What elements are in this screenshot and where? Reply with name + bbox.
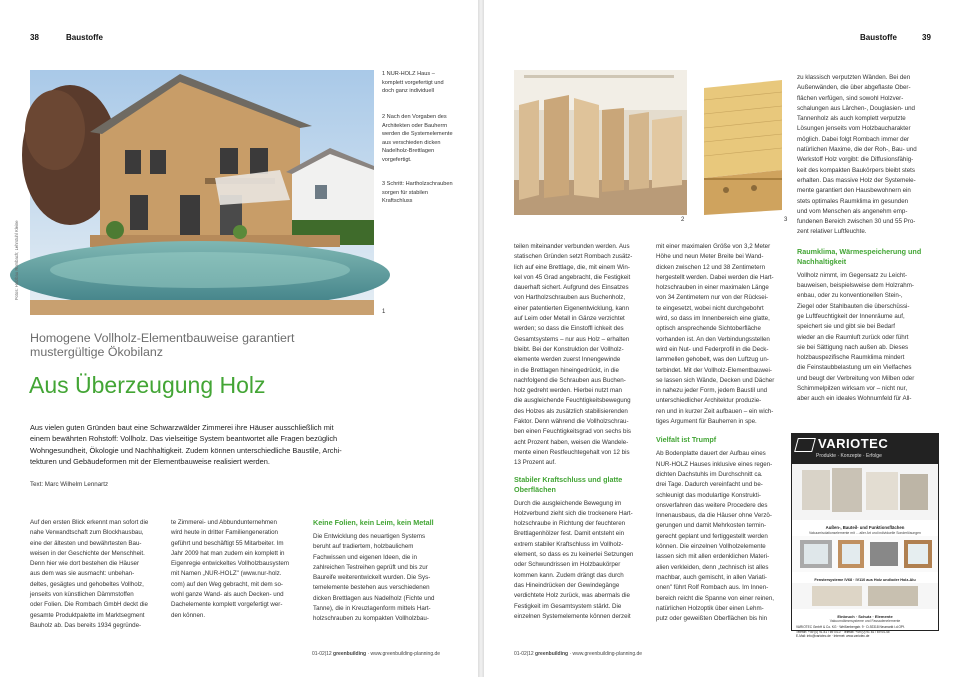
text-line: schleunigt das modulartige Konstrukti- [656,491,761,499]
text-line: drei Tage. Dadurch vereinfacht und be- [656,481,763,489]
text-line: Schimmelpilzen wirksam vor – nicht nur, [797,385,908,393]
text-line: NUR-HOLZ Hauses inklusive eines regen- [656,460,773,468]
text-line: kommen kann. Zudem drängt das durch [514,571,624,579]
text-line: Höhe und neun Meter Breite bei Wand- [656,253,764,261]
ad-brand: VARIOTEC [818,436,889,451]
text-line: kel von 45 Grad angebracht, die Festigkeit [514,273,631,281]
variotec-ad[interactable] [791,433,939,639]
right-column-2 [656,242,794,624]
ad-elements-image [792,583,938,609]
text-line: Fachwissen und eigenen Ideen, die in [313,553,417,561]
text-line: Gesamtsystems – nur aus Holz – erhalten [514,335,630,343]
photo-number-3: 3 [784,217,788,223]
text-line: statischen Gründen setzt Rombach zusätz- [514,253,633,261]
article-title: Aus Überzeugung Holz [29,372,266,398]
footer-right [514,651,642,657]
text-line: speichert sie und gibt sie bei Bedarf [797,323,896,331]
footer-issue: 01-02|12 [514,651,534,657]
text-line: stets optimales Raumklima im gesunden [797,197,909,205]
text-line: einer patentierten Eigenentwicklung, kann [514,304,629,312]
text-line: beruht auf tradiertem, holzbaulichem [313,543,414,551]
text-line: extrem stabiler Kraftschluss im Vollholz- [514,540,624,548]
text-line: bauweisen, beispielsweise dem Holzrahm- [797,282,914,290]
text-line: können. Die einzelnen Vollholzelemente [656,543,766,551]
subheading: Keine Folien, kein Leim, kein Metall [313,518,434,527]
footer-issue: 01-02|12 [312,651,332,657]
text-line: onen" führt Rolf Rombach aus. Im Innen- [656,584,769,592]
text-line: mente garantiert den Hausbewohnern ein [797,187,911,195]
text-line: lassen sich mit allen erdenklichen Materi- [656,553,770,561]
text-line: oder Folien. Die Rombach GmbH deckt die [30,601,148,609]
text-line: des Holzes als zusätzlich stabilisierenden [514,407,628,415]
text-line: in die Brettlagen hineingedrückt, in die [514,366,619,374]
text-line: dicken zwischen 12 und 38 Zentimetern [656,263,766,271]
ad-contact-web: E-Mail: info@variotec.de · Internet: www.variotec.de [796,634,870,639]
ad-panels-image [792,464,938,520]
text-line: bleibt. Bei der Konstruktion der Vollholz- [514,345,624,353]
ad-contact-phone: Telefon: +49 (0) 91 81 / 69 04-0 · Telefax: +49 (0) 91 81 / 69 04-45 [796,629,890,634]
ad-contact [792,624,938,640]
left-column-1 [30,518,165,631]
left-page [0,0,478,677]
text-line: holzschrauben in einer maximalen Länge [656,284,769,292]
wood-element-photo [696,70,790,215]
right-page [484,0,960,677]
text-line: schalungen aus Lärchen-, Douglasien- und [797,104,915,112]
text-line: terbindet. Mit der Vollholz-Elementbauwei- [656,366,772,374]
footer-brand: greenbuilding [535,651,569,657]
text-line: aber auch ein ideales Wohnumfeld für All- [797,395,912,403]
intro-paragraph [30,422,342,468]
ad-contact-address: VARIOTEC GmbH & Co. KG · Weißenbergstr. 9 · D-92318 Neumarkt i.d.OPf. [796,625,905,629]
footer-url: · www.greenbuilding-planning.de [568,651,643,657]
right-column-3 [797,73,937,405]
subheading: Vielfalt ist Trumpf [656,435,717,445]
caption-3: 3 Schritt: Hartholzschrauben sorgen für stabilen Kraftschluss [382,181,453,205]
text-line: von Hartholzschrauben aus Buchenholz, [514,294,626,302]
text-line: Baureife weiterentwickelt wurden. Die Sys- [313,574,431,582]
text-line: elemente werden zuerst Innengewinde [514,356,621,364]
text-line: Werkstoff Holz vorgibt: die Diffusionsfähig- [797,156,914,164]
text-line: ben einen Feuchtigkeitsgrad von sechs bis [514,428,631,436]
text-line: te eingesetzt, wobei nicht durchgebohrt [656,304,764,312]
text-line: ge Luftfeuchtigkeit der Innenräume auf, [797,312,905,320]
text-line: Eigenregie entwickeltes Vollholzbausystem [171,560,289,568]
text-line: auf Leim oder Metall in Gänze verzichtet [514,315,625,323]
panels-photo [514,70,687,215]
ad-windows-image [792,536,938,572]
ad-label-3: Einbruch · Schutz · Elemente [837,614,893,619]
text-line: nahe Verwandtschaft zum Blockhausbau, [30,529,144,537]
text-line: Faktor. Denn während die Vollholzschrau- [514,418,629,426]
text-line: Innenausbaus, da die Häuser ohne Verzö- [656,512,772,520]
article-subtitle-line-2: mustergültige Ökobilanz [30,345,163,359]
subheading: Stabiler Kraftschluss und glatte Oberflächen [514,474,623,494]
caption-2: 2 Nach den Vorgaben des Architekten oder Bauherrn werden die Systemelemente aus verschieden dicken Nadelholz-Brettlagen vorgefertigt. [382,114,453,163]
text-line: Ab Bodenplatte dauert der Aufbau eines [656,450,766,458]
text-line: Brettlagenhölzer fest. Damit entsteht ein [514,530,625,538]
article-subtitle-line-1: Homogene Vollholz-Elementbauweise garantiert [30,331,295,345]
text-line: den können. [171,611,206,619]
text-line: Tannenholz als auch komplett verputzte [797,115,906,123]
text-line: wird, so dass im Innenbereich eine glatte, [656,315,770,323]
text-line: flächen verfügen, sind sowohl Holzver- [797,94,904,102]
text-line: enbau, oder zu konventionellen Stein-, [797,292,903,300]
text-line: temelemente bestehen aus verschiedenen [313,584,430,592]
text-line: sie bei Sättigung nach außen ab. Dieses [797,343,909,351]
ad-header [792,434,938,464]
text-line: jenseits von künstlichen Dämmstoffen [30,591,134,599]
text-line: Festigkeit im Gesamtsystem stärkt. Die [514,602,622,610]
text-line: wohl ganze Wand- als auch Decken- und [171,591,284,599]
text-line: weisen in der Geschichte der Menschheit. [30,549,145,557]
footer-url: · www.greenbuilding-planning.de [366,651,441,657]
text-line: in nahezu jeder Form, jedem Baustil und [656,387,768,395]
text-line: die Feinstaubbelastung um ein Vielfaches [797,364,912,372]
text-line: Außenwänden, die über abgeflaste Ober- [797,84,911,92]
text-line: onsverfahren das weitere Procedere des [656,501,768,509]
house-photo [30,70,374,315]
text-line: putz oder geweißten Oberflächen bis hin [656,615,768,623]
ad-tagline: Produkte · Konzepte · Erfolge [816,453,882,459]
text-line: holzschraube in Richtung der feuchteren [514,520,626,528]
text-line: lammellen gehobelt, was den Luftzug un- [656,356,769,364]
text-line: holzschrauben zu kompakten Vollholzbau- [313,615,429,623]
text-line: holzbauspezifische Raumklima mindert [797,354,905,362]
text-line: wird ein Nut- und Federprofil in die Deck- [656,345,769,353]
text-line: tiges Argument für Bauherren in spe. [656,418,757,426]
text-line: und vom Menschen als angenehm emp- [797,207,908,215]
text-line: te Zimmerei- und Abbundunternehmen [171,519,277,526]
text-line: Denn hier wie dort bestehen die Häuser [30,560,140,568]
text-line: Holzverbund zieht sich die trockenere Hart- [514,509,633,517]
text-line: eine der ältesten und bewährtesten Bau- [30,539,142,547]
page-number-left: 38 [30,33,39,42]
text-line: oder Schwundrissen im Holzbaukörper [514,561,621,569]
section-label-right: Baustoffe [860,33,897,42]
text-line: verdichtete Holz zurück, was abermals die [514,592,630,600]
text-line: acht Prozent haben, weisen die Wandele- [514,438,629,446]
text-line: Tanne), die in Kreuzlagenform mittels Hart- [313,605,431,613]
article-subtitle [30,331,295,359]
text-line: zu klassisch verputzten Wänden. Bei den [797,74,911,81]
text-line: die ausgleichende Feuchtigkeitsbewegung [514,397,631,405]
text-line: optisch ansprechende Sichtoberfläche [656,325,761,333]
caption-1: 1 NUR-HOLZ Haus – komplett vorgefertigt und doch ganz individuell [382,71,444,95]
text-line: dicken Brettlagen aus Nadelholz (Fichte und [313,594,435,602]
text-line: erhalten. Das massive Holz der Systemele- [797,176,916,184]
subheading: Raumklima, Wärmespeicherung und Nachhaltigkeit [797,246,922,266]
text-line: se lassen sich Wände, Decken und Dächer [656,376,775,384]
page-number-right: 39 [922,33,931,42]
text-line: wird heute in dritter Familiengeneration [171,529,278,537]
left-column-2 [171,518,306,621]
photo-number-1: 1 [382,309,386,315]
ad-label-2: Fenstersysteme IV68 · IV110 aus Holz und/oder Holz-Alu [814,578,916,582]
ad-label-3b: Vakuumdämmsysteme und Fassadenelemente [829,619,901,623]
text-line: machbar, auch gemischt, in allen Variati- [656,573,767,581]
text-line: einzelnen Systemelemente können derzeit [514,612,631,620]
text-line: Bauholz ab. Das bereits 1934 gegründe- [30,621,142,629]
ad-label-1b: Vakuumisolationselemente mit ... aller Art und individuelle Sonderlösungen [809,531,921,535]
text-line: Jahr 2009 hat man zudem ein komplett in [171,549,285,557]
ad-label-1: Außen-, Bauteil- und Funktionsflächen [825,525,905,530]
text-line: keit des kompakten Baukörpers bleibt stets [797,166,915,174]
left-column-3 [313,518,453,625]
intro-line: einem bewährten Rohstoff: Vollholz. Das vielseitige System beantwortet alle Fragen bezüglich [30,434,338,444]
footer-brand: greenbuilding [333,651,367,657]
text-line: von 34 Zentimetern nur von der Rücksei- [656,294,769,302]
footer-left [312,651,440,657]
text-line: element, so dass es zu keinerlei Setzungen [514,551,634,559]
text-line: möglich. Dabei folgt Rombach immer der [797,135,910,143]
text-line: com) auf den Weg gebracht, mit dem so- [171,580,283,588]
text-line: und beugt der Verbreitung von Milben oder [797,374,915,382]
text-line: lich auf eine Brettlage, die, mit einem Win- [514,263,630,271]
text-line: mente einen Restfeuchtegehalt von 12 bis [514,448,630,456]
text-line: geführt und beschäftigt 55 Mitarbeiter. Im [171,539,284,547]
author-line: Text: Marc Wilhelm Lennartz [30,481,109,488]
text-line: teilen miteinander verbunden werden. Aus [514,243,630,250]
text-line: aus dem was sie ausmacht: unbehan- [30,570,135,578]
text-line: vorhanden ist. An den Verbindungsstellen [656,335,770,343]
text-line: natürlichen Holzoptik über einen Lehm- [656,604,764,612]
text-line: mit einer maximalen Größe von 3,2 Meter [656,243,771,250]
text-line: Lösungen jenseits vom Holzbaucharakter [797,125,911,133]
text-line: das Hineindrücken der Gewindegänge [514,581,620,589]
text-line: zent relativer Luftfeuchte. [797,228,867,236]
text-line: Durch die ausgleichende Bewegung im [514,499,622,507]
text-line: Die Entwicklung des neuartigen Systems [313,533,426,540]
intro-line: Wohngesundheit, Ökologie und Nachhaltigkeit. Zudem können unterschiedliche Baustile, Archi- [30,445,342,455]
variotec-logo-icon [794,438,816,452]
section-label-left: Baustoffe [66,33,103,42]
text-line: wieder an die Raumluft zurück oder führt [797,333,909,341]
photo-number-2: 2 [681,217,685,223]
intro-line: tekturen und Gebäudeformen mit der Elementbauweise realisiert werden. [30,457,270,467]
text-line: gerungen und damit Mehrkosten termin- [656,522,767,530]
intro-line: Aus vielen guten Gründen baut eine Schwarzwälder Zimmerei ihre Häuser ausschließlich mit [30,423,334,432]
text-line: gesamte Produktpalette im Marktsegment [30,611,145,619]
text-line: gerecht geplant und fertiggestellt werden [656,532,768,540]
text-line: fundenen Bereich zwischen 30 und 55 Pro- [797,218,916,226]
text-line: Dachelemente komplett vorgefertigt wer- [171,601,283,609]
text-line: hergestellt werden. Dabei werden die Hart- [656,273,774,281]
text-line: bereich reicht die Spanne von einer reinen, [656,594,774,602]
text-line: deltes, gesägtes und gehobeltes Vollholz, [30,580,144,588]
text-line: zahlreichen Testreihen geprüft und bis zur [313,563,428,571]
text-line: unterschiedlicher Architektur produzie- [656,397,762,405]
text-line: alien verkleiden, denn „technisch ist alles [656,563,769,571]
text-line: holz gedreht werden. Hierbei nutzt man [514,387,622,395]
text-line: Auf den ersten Blick erkennt man sofort die [30,519,149,526]
text-line: ren und in kurzer Zeit aufbauen – ein wich- [656,407,774,415]
text-line: natürlichen Maxime, die der Roh-, Bau- und [797,146,917,154]
text-line: mit Namen „NUR-HOLZ" (www.nur-holz. [171,570,282,578]
text-line: 13 Prozent auf. [514,459,556,467]
text-line: Ziegel oder Stahlbauten die überschüssi- [797,302,910,310]
text-line: nachfolgend die Schrauben aus Buchen- [514,376,626,384]
text-line: dichten Dachstuhls im Durchschnitt ca. [656,470,763,478]
text-line: werden; so dass die Einstoffl ichkeit des [514,325,624,333]
right-column-1 [514,242,652,622]
text-line: Vollholz nimmt, im Gegensatz zu Leicht- [797,271,908,279]
photo-credit: Fotos: Holzbau Rombach; Lehrstuhl Kleine [14,220,19,300]
text-line: dauerhaft sichert. Aufgrund des Einsatzes [514,284,629,292]
